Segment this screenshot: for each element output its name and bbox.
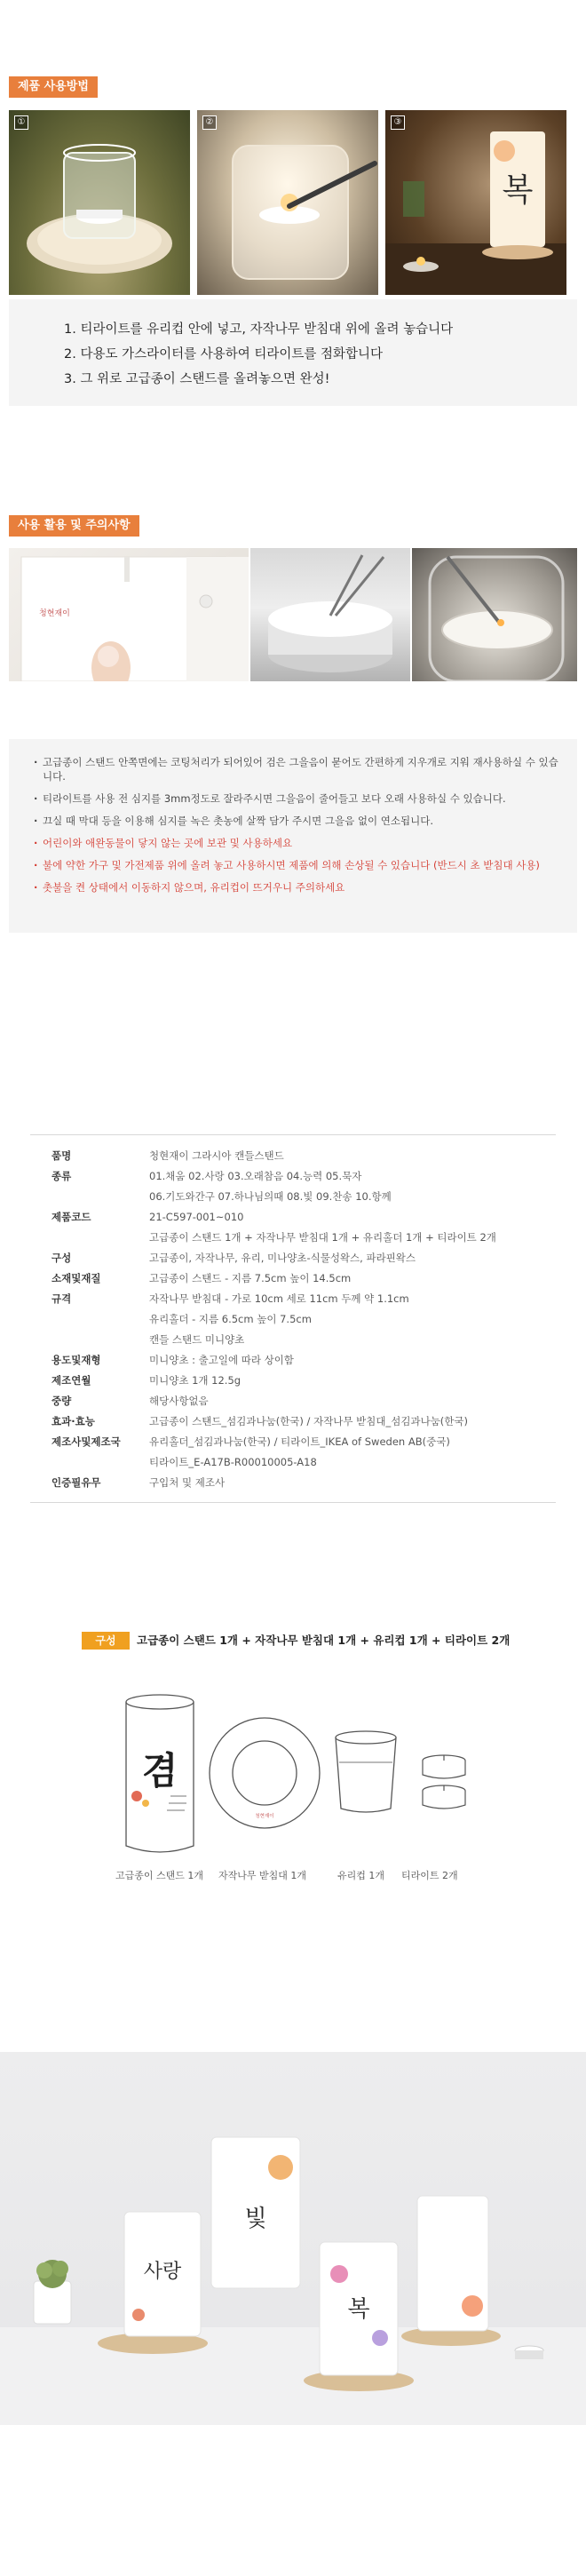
composition-illustration: [115, 1684, 488, 1862]
product-lifestyle-photo: [0, 2052, 586, 2425]
usage-steps: [9, 299, 577, 406]
glass-cup-drawing: [336, 1731, 396, 1812]
note-item: · 끄실 때 막대 등을 이용해 심지를 녹은 촛농에 살짝 담가 주시면 그을음 없이 연소됩니다.: [34, 814, 561, 828]
spec-row: 규격 자작나무 받침대 - 가로 10cm 세로 11cm 두께 약 1.1cm: [51, 1292, 409, 1305]
usage-step-1: 1. 티라이트를 유리컵 안에 넣고, 자작나무 받침대 위에 올려 놓습니다: [64, 322, 454, 337]
caution-notes: [9, 739, 577, 933]
stand-brand-text: 청현재이: [39, 609, 70, 618]
wick-dip-image: [412, 548, 577, 681]
birch-tray-drawing: [210, 1718, 320, 1828]
spec-row: 구성 고급종이, 자작나무, 유리, 미나양초-식물성왁스, 파라핀왁스: [51, 1252, 416, 1264]
wick-trim-photo: [250, 548, 410, 681]
spec-row: 티라이트_E-A17B-R00010005-A18: [149, 1456, 317, 1468]
composition-badge: 구성: [82, 1632, 130, 1650]
warning-note-item: · 촛불을 켠 상태에서 이동하지 않으며, 유리컵이 뜨거우니 주의하세요: [34, 880, 561, 894]
step-number-2: ②: [202, 115, 217, 130]
lighting-tealight-image: [197, 110, 378, 295]
warning-note-item: · 어린이와 애완동물이 닿지 않는 곳에 보관 및 사용하세요: [34, 836, 561, 850]
spec-row: 06.기도와간구 07.하나님의때 08.빛 09.찬송 10.항께: [149, 1190, 392, 1203]
paper-stand-eraser-image: [9, 548, 249, 681]
spec-row: 품명 청현재이 그라시아 캔들스탠드: [51, 1149, 284, 1162]
stand-calligraphy-text: 사랑: [143, 2261, 182, 2283]
spec-row: 유리홀더 - 지름 6.5cm 높이 7.5cm: [149, 1313, 312, 1325]
spec-row: 고급종이 스탠드 1개 + 자작나무 받침대 1개 + 유리홀더 1개 + 티라이트 2개: [149, 1231, 496, 1244]
step-number-3: ③: [391, 115, 405, 130]
spec-row: 제품코드 21-C597-001~010: [51, 1211, 244, 1223]
caption-glass-cup: 유리컵 1개: [337, 1870, 384, 1881]
cautions-section-title: 사용 활용 및 주의사항: [9, 515, 139, 537]
stand-calligraphy-text: 겸: [141, 1749, 178, 1793]
spec-row: 인증필유무 구입처 및 제조사: [51, 1476, 226, 1489]
spec-row: 용도및재형 미니양초 : 출고일에 따라 상이함: [51, 1354, 294, 1366]
caption-paper-stand: 고급종이 스탠드 1개: [115, 1870, 203, 1881]
tealight-trim-image: [250, 548, 410, 681]
usage-step-3: 3. 그 위로 고급종이 스탠드를 올려놓으면 완성!: [64, 372, 330, 386]
stand-calligraphy-text: 복: [347, 2296, 370, 2323]
spec-row: 종류 01.채움 02.사랑 03.오래참음 04.능력 05.묵자: [51, 1170, 362, 1182]
lit-stand-image: [385, 110, 566, 295]
candle-stands-scene: [0, 2052, 586, 2425]
tealights-drawing: [423, 1755, 465, 1809]
spec-row: 중량 해당사항없음: [51, 1395, 209, 1407]
note-item: · 티라이트를 사용 전 심지를 3mm정도로 잘라주시면 그을음이 줄어들고 보다 오래 사용하실 수 있습니다.: [34, 791, 561, 806]
spec-row: 제조사및제조국 유리홀더_섬김과나눔(한국) / 티라이트_IKEA of Sweden AB(중국): [51, 1435, 450, 1448]
composition-title: 고급종이 스탠드 1개 + 자작나무 받침대 1개 + 유리컵 1개 + 티라이트 2개: [137, 1634, 511, 1647]
caption-tealights: 티라이트 2개: [401, 1870, 458, 1881]
spec-row: 제조연월 미니양초 1개 12.5g: [51, 1374, 242, 1387]
stand-calligraphy-text: 복: [502, 172, 534, 209]
note-item: · 고급종이 스탠드 안쪽면에는 코팅처리가 되어있어 검은 그을음이 묻어도 간편하게 지우개로 지워 재사용하실 수 있습니다.: [34, 755, 561, 783]
spec-table: [30, 1134, 556, 1503]
tray-brand-text: 청현재이: [255, 1814, 274, 1819]
step-number-1: ①: [14, 115, 28, 130]
tealight-in-glass-image: [9, 110, 190, 295]
caption-birch-tray: 자작나무 받침대 1개: [218, 1870, 306, 1881]
usage-photo-1: [9, 110, 190, 295]
eraser-photo: [9, 548, 249, 681]
usage-photo-2: [197, 110, 378, 295]
usage-section-title: 제품 사용방법: [9, 76, 98, 98]
extinguish-photo: [412, 548, 577, 681]
stand-calligraphy-text: 빛: [244, 2206, 267, 2232]
spec-row: 효과·효능 고급종이 스탠드_섬김과나눔(한국) / 자작나무 받침대_섬김과나눔(한국): [51, 1415, 468, 1427]
usage-step-2: 2. 다용도 가스라이터를 사용하여 티라이트를 점화합니다: [64, 347, 384, 362]
paper-stand-drawing: [126, 1695, 194, 1852]
warning-note-item: · 불에 약한 가구 및 가전제품 위에 올려 놓고 사용하시면 제품에 의해 손상될 수 있습니다 (반드시 초 받침대 사용): [34, 858, 561, 872]
usage-photo-3: [385, 110, 566, 295]
spec-row: 소재및재질 고급종이 스탠드 - 지름 7.5cm 높이 14.5cm: [51, 1272, 352, 1284]
spec-row: 캔들 스탠드 미니양초: [149, 1333, 245, 1346]
